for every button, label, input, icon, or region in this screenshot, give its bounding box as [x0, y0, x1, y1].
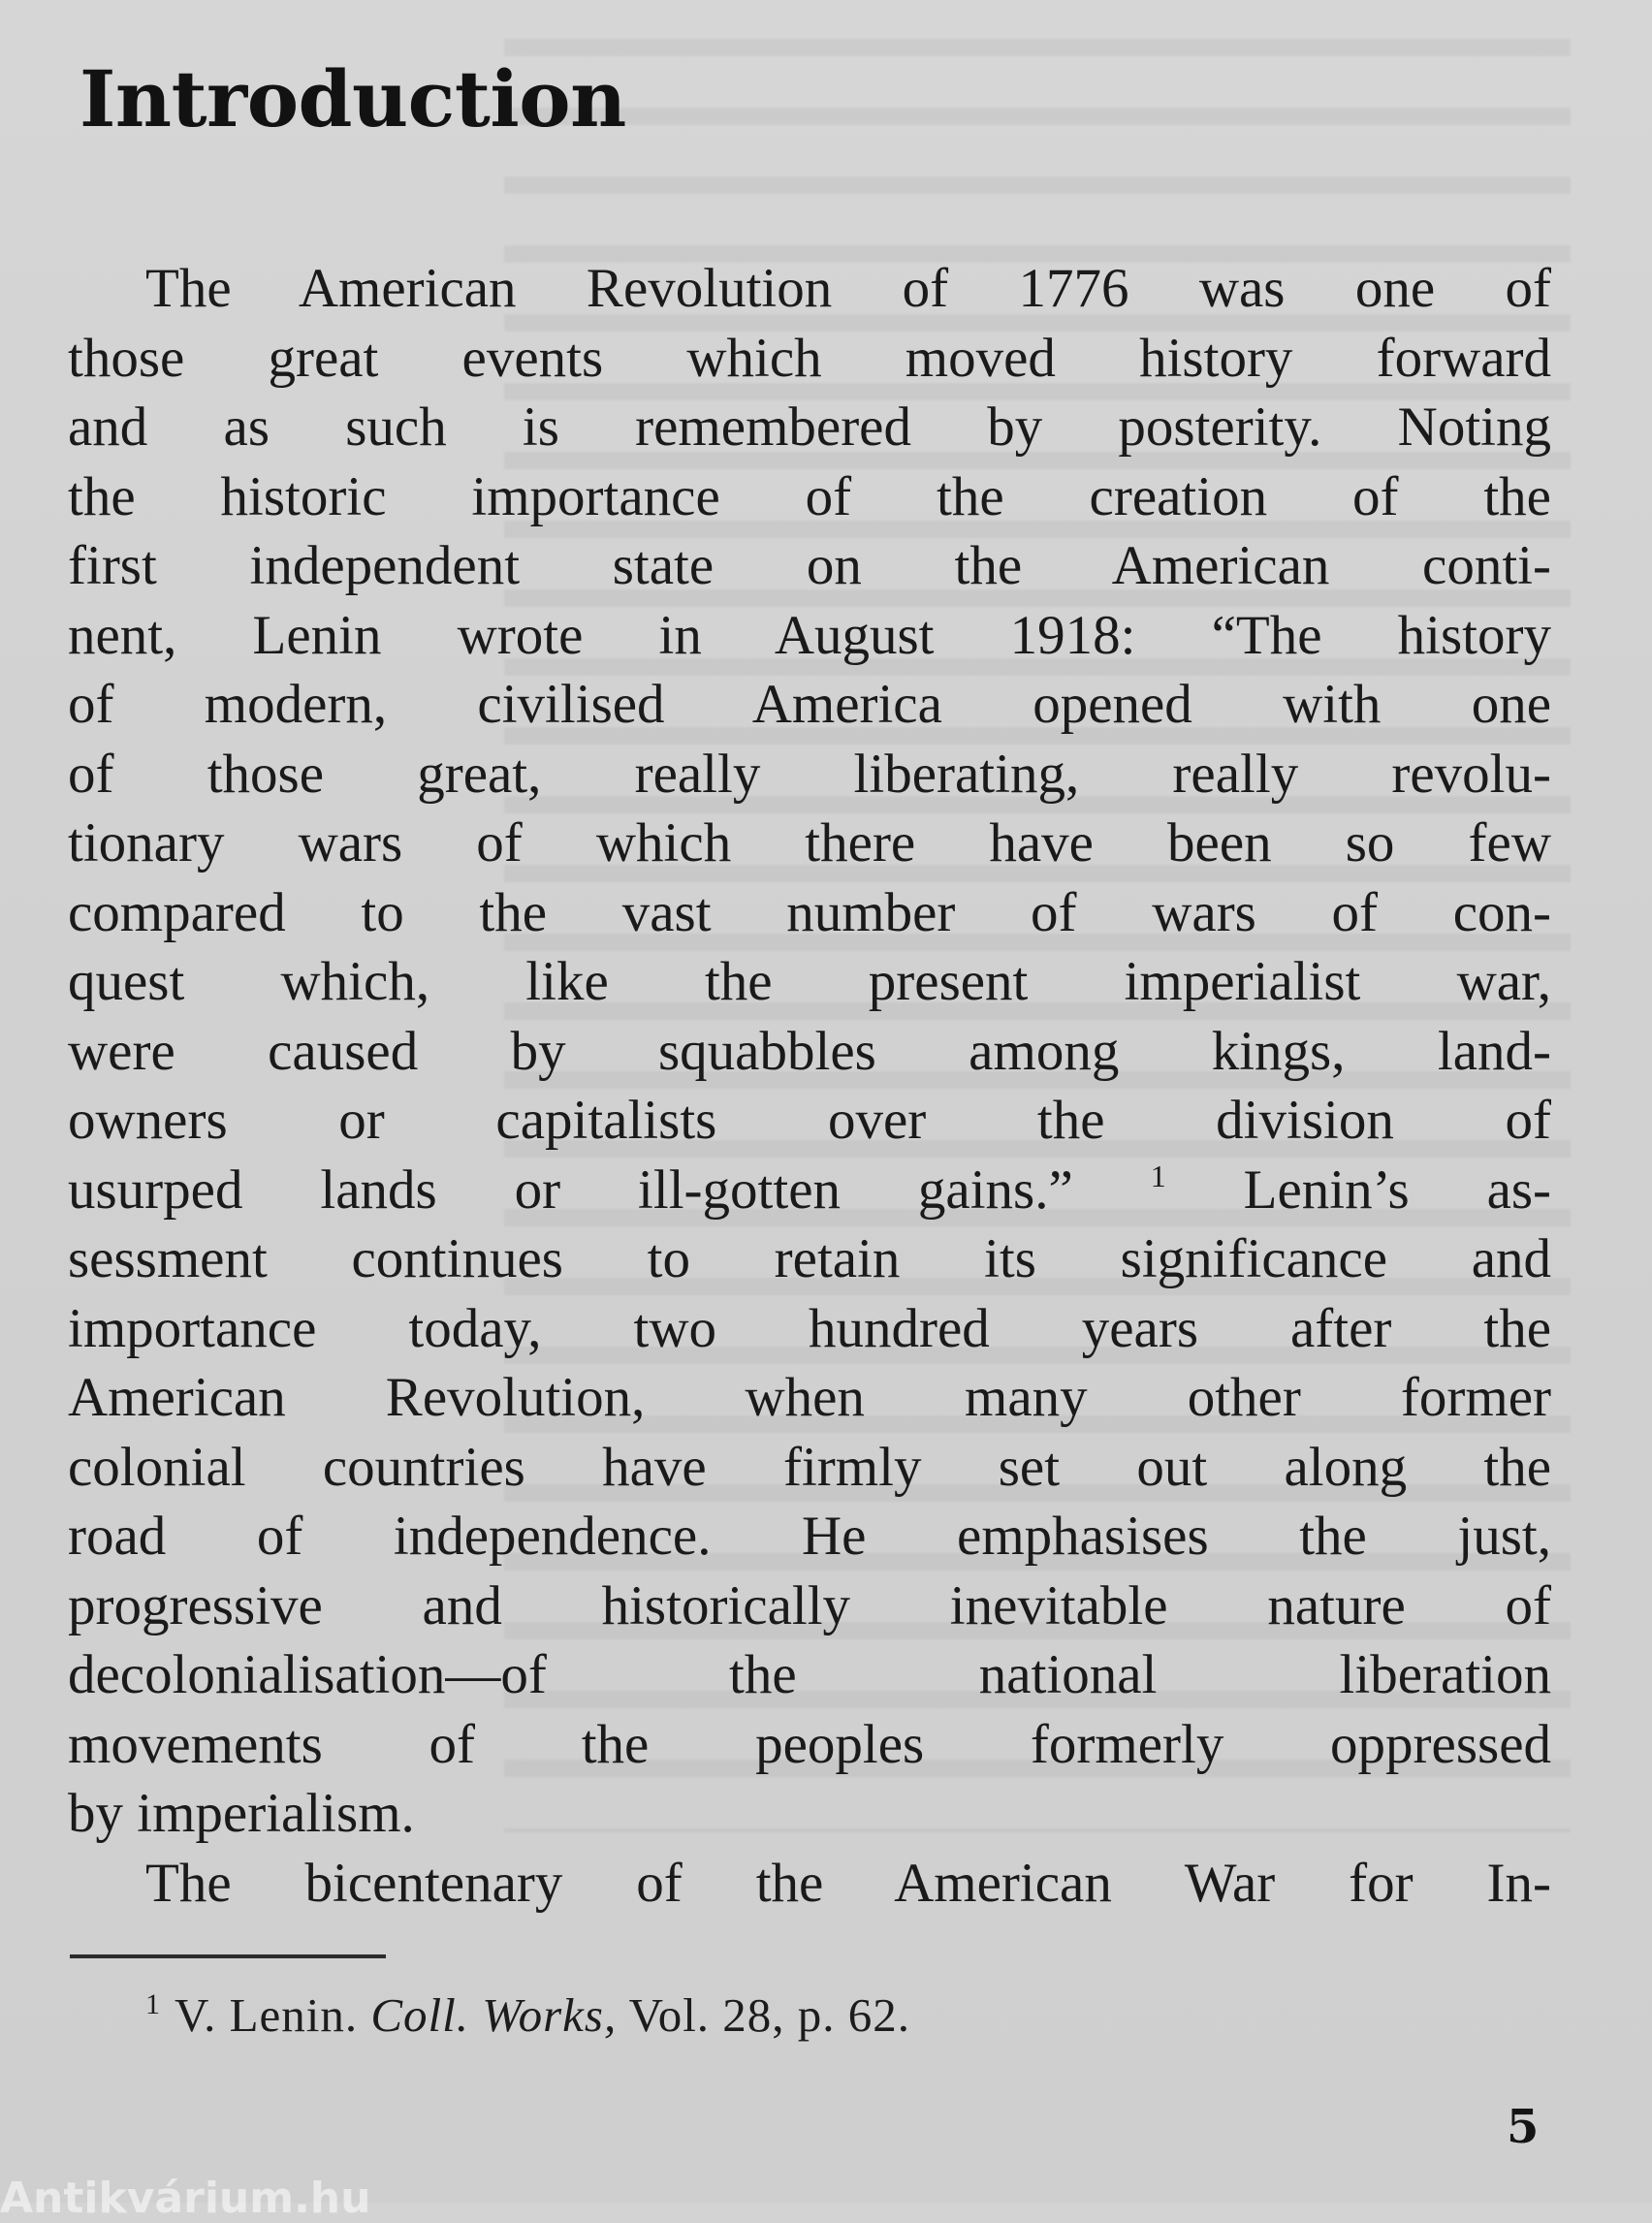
text-line: and as such is remembered by posterity. Noting: [68, 397, 1551, 458]
body-text: [68, 254, 1551, 1918]
text-line: importance today, two hundred years after the: [68, 1297, 1551, 1359]
text-line: owners or capitalists over the division of: [68, 1090, 1551, 1151]
text-line: quest which, like the present imperialist war,: [68, 951, 1551, 1012]
footnote-marker: 1: [145, 1988, 161, 2020]
text-line: The American Revolution of 1776 was one of: [145, 258, 1551, 319]
text-line: the historic importance of the creation of the: [68, 465, 1551, 527]
text-line: of modern, civilised America opened with one: [68, 674, 1551, 735]
text-line: sessment continues to retain its significance and: [68, 1228, 1551, 1289]
text-line: colonial countries have firmly set out along the: [68, 1436, 1551, 1498]
text-line: first independent state on the American conti-: [68, 535, 1551, 596]
text-line: American Revolution, when many other former: [68, 1367, 1551, 1428]
text-line-with-footnote: [68, 1156, 1551, 1225]
footnote-author: V. Lenin.: [175, 1988, 359, 2042]
footnote-rule: [70, 1954, 386, 1958]
text-line: movements of the peoples formerly oppressed: [68, 1713, 1551, 1775]
text-line: The bicentenary of the American War for In-: [145, 1852, 1551, 1914]
text-line: nent, Lenin wrote in August 1918: “The history: [68, 604, 1551, 666]
text-line: progressive and historically inevitable nature of: [68, 1574, 1551, 1636]
text-line: were caused by squabbles among kings, land-: [68, 1020, 1551, 1082]
footnote: [145, 1987, 910, 2045]
chapter-heading: Introduction: [79, 53, 626, 144]
footnote-reference: 1: [1150, 1158, 1166, 1193]
text-line: tionary wars of which there have been so few: [68, 812, 1551, 873]
text-line: decolonialisation—of the national liberation: [68, 1644, 1551, 1705]
text-line: of those great, really liberating, really revolu-: [68, 743, 1551, 805]
footnote-work: Coll. Works,: [370, 1988, 618, 2042]
text-line: road of independence. He emphasises the just,: [68, 1506, 1551, 1567]
text-line: by imperialism.: [68, 1783, 415, 1844]
page-number: 5: [1507, 2100, 1540, 2154]
text-line: those great events which moved history forward: [68, 327, 1551, 389]
continuation-text: Lenin’s as-: [1243, 1159, 1552, 1221]
footnote-reference-detail: Vol. 28, p. 62.: [628, 1988, 911, 2042]
watermark: Antikvárium.hu: [0, 2174, 371, 2223]
quote-end-text: usurped lands or ill-gotten gains.”: [68, 1159, 1073, 1221]
text-line: compared to the vast number of wars of con-: [68, 881, 1551, 943]
